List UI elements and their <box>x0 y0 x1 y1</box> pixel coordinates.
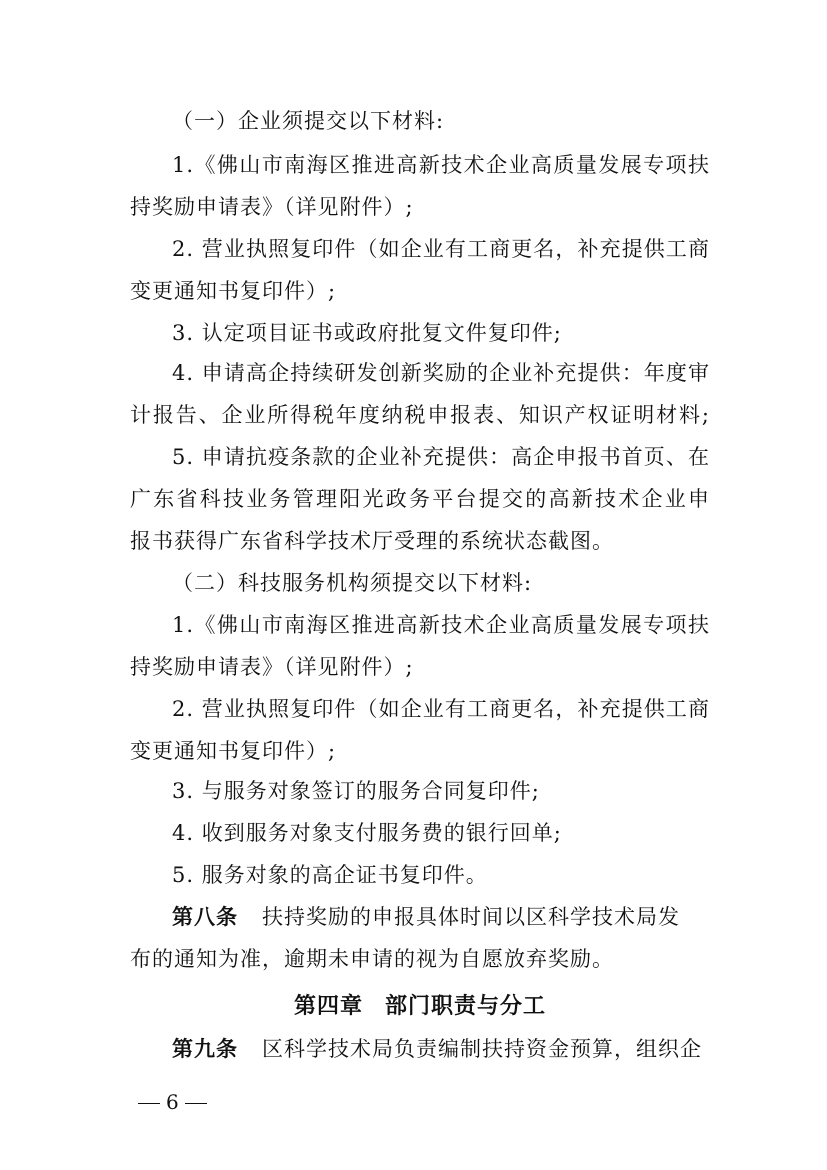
section-2-item-2-line-2: 变更通知书复印件）; <box>130 739 337 763</box>
chapter-title: 部门职责与分工 <box>385 993 547 1019</box>
chapter-number: 第四章 <box>293 993 363 1019</box>
article-9-label: 第九条 <box>172 1036 238 1061</box>
page-number: 6 <box>166 1090 179 1114</box>
page-footer <box>132 1088 213 1116</box>
article-8-line-2: 布的通知为准，逾期未申请的视为自愿放弃奖励。 <box>130 947 614 971</box>
article-8-label: 第八条 <box>172 904 238 929</box>
article-9-line-1 <box>172 1034 710 1064</box>
article-8-text: 扶持奖励的申报具体时间以区科学技术局发 <box>262 905 680 929</box>
section-2-item-2-line-1: 2. 营业执照复印件（如企业有工商更名，补充提供工商 <box>172 697 710 721</box>
section-2-item-4: 4. 收到服务对象支付服务费的银行回单; <box>172 821 562 845</box>
section-1-item-5-line-1: 5. 申请抗疫条款的企业补充提供：高企申报书首页、在 <box>172 445 710 469</box>
section-2-item-1-line-1: 1.《佛山市南海区推进高新技术企业高质量发展专项扶 <box>172 613 710 637</box>
section-1-item-1-line-2: 持奖励申请表》（详见附件）; <box>130 195 414 219</box>
section-1-item-3: 3. 认定项目证书或政府批复文件复印件; <box>172 321 562 345</box>
section-2-item-3: 3. 与服务对象签订的服务合同复印件; <box>172 779 540 803</box>
section-1-item-4-line-2: 计报告、企业所得税年度纳税申报表、知识产权证明材料; <box>130 403 710 427</box>
chapter-heading <box>130 990 710 1022</box>
section-2-heading: （二）科技服务机构须提交以下材料: <box>172 571 533 595</box>
section-1-item-4-line-1: 4. 申请高企持续研发创新奖励的企业补充提供：年度审 <box>172 361 710 385</box>
section-1-heading: （一）企业须提交以下材料: <box>172 109 445 133</box>
article-8-line-1 <box>172 902 710 932</box>
footer-dash-right <box>185 1103 207 1105</box>
footer-dash-left <box>138 1103 160 1105</box>
section-2-item-5: 5. 服务对象的高企证书复印件。 <box>172 863 488 887</box>
article-9-text: 区科学技术局负责编制扶持资金预算，组织企 <box>262 1037 702 1061</box>
section-1-item-5-line-2: 广东省科技业务管理阳光政务平台提交的高新技术企业申 <box>130 487 710 511</box>
section-1-item-5-line-3: 报书获得广东省科学技术厅受理的系统状态截图。 <box>130 529 614 553</box>
section-2-item-1-line-2: 持奖励申请表》（详见附件）; <box>130 655 414 679</box>
section-1-item-2-line-2: 变更通知书复印件）; <box>130 279 337 303</box>
section-1-item-2-line-1: 2. 营业执照复印件（如企业有工商更名，补充提供工商 <box>172 237 710 261</box>
section-1-item-1-line-1: 1.《佛山市南海区推进高新技术企业高质量发展专项扶 <box>172 153 710 177</box>
